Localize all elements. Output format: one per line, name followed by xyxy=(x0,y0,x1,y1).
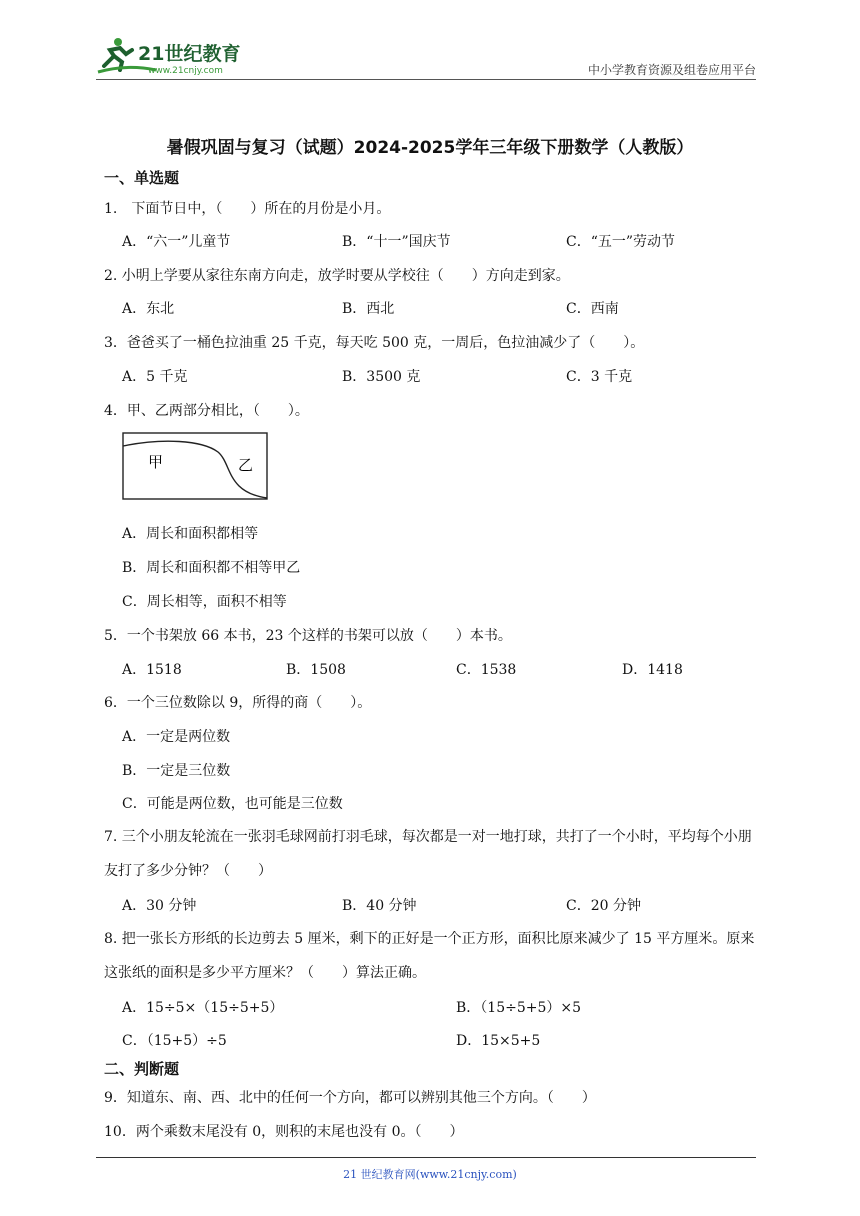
question-3: 3．爸爸买了一桶色拉油重 25 千克，每天吃 500 克，一周后，色拉油减少了（ ）。 xyxy=(104,335,645,351)
question-6: 6．一个三位数除以 9，所得的商（ ）。 xyxy=(104,695,372,711)
question-1: 1. 下面节日中，（ ）所在的月份是小月。 xyxy=(104,201,391,217)
split-rectangle-figure xyxy=(122,432,268,500)
option: C．3 千克 xyxy=(566,369,633,385)
option: B．1508 xyxy=(286,662,346,678)
option: D．15×5+5 xyxy=(456,1033,541,1049)
option: A．30 分钟 xyxy=(122,898,197,914)
question-7: 7. 三个小朋友轮流在一张羽毛球网前打羽毛球，每次都是一对一地打球，共打了一个小时，平均每个小朋友打了多少分钟？（ ） xyxy=(104,829,752,879)
option: A．一定是两位数 xyxy=(122,729,231,745)
section-heading: 一、单选题 xyxy=(104,169,180,187)
question-5: 5．一个书架放 66 本书，23 个这样的书架可以放（ ）本书。 xyxy=(104,628,512,644)
option: B．“十一”国庆节 xyxy=(342,234,451,250)
option: B．（15÷5+5）×5 xyxy=(456,1000,582,1016)
option: A．周长和面积都相等 xyxy=(122,526,259,542)
question-4: 4．甲、乙两部分相比，（ ）。 xyxy=(104,403,309,419)
option: C．1538 xyxy=(456,662,517,678)
option: C．“五一”劳动节 xyxy=(566,234,676,250)
option: A．15÷5×（15÷5+5） xyxy=(122,1000,284,1016)
footer-divider xyxy=(96,1157,756,1158)
option: C．可能是两位数，也可能是三位数 xyxy=(122,796,343,812)
option: C．20 分钟 xyxy=(566,898,641,914)
question-10: 10．两个乘数末尾没有 0，则积的末尾也没有 0。（ ） xyxy=(104,1124,464,1140)
figure-label-left: 甲 xyxy=(148,453,164,471)
logo-url: www.21cnjy.com xyxy=(148,66,223,76)
footer-link[interactable]: 21 世纪教育网(www.21cnjy.com) xyxy=(343,1168,517,1181)
option: C．周长相等，面积不相等 xyxy=(122,594,287,610)
site-logo xyxy=(96,36,256,76)
option: D．1418 xyxy=(622,662,683,678)
question-8: 8. 把一张长方形纸的长边剪去 5 厘米，剩下的正好是一个正方形，面积比原来减少了 15 平方厘米。原来这张纸的面积是多少平方厘米？（ ）算法正确。 xyxy=(104,931,755,981)
option: C．（15+5）÷5 xyxy=(122,1033,227,1049)
option: A．1518 xyxy=(122,662,182,678)
option: B．周长和面积都不相等甲乙 xyxy=(122,560,301,576)
option: B．一定是三位数 xyxy=(122,763,231,779)
header-platform-text: 中小学教育资源及组卷应用平台 xyxy=(587,63,756,77)
figure-label-right: 乙 xyxy=(238,456,254,474)
question-9: 9．知道东、南、西、北中的任何一个方向，都可以辨别其他三个方向。（ ） xyxy=(104,1090,596,1106)
option: B．3500 克 xyxy=(342,369,421,385)
question-2: 2. 小明上学要从家往东南方向走，放学时要从学校往（ ）方向走到家。 xyxy=(104,268,570,284)
option: A．“六一”儿童节 xyxy=(122,234,231,250)
page-title: 暑假巩固与复习（试题）2024-2025学年三年级下册数学（人教版） xyxy=(166,138,694,158)
option: A．东北 xyxy=(122,301,175,317)
option: A．5 千克 xyxy=(122,369,188,385)
option: B．西北 xyxy=(342,301,395,317)
header-divider xyxy=(96,79,756,80)
logo-text: 21世纪教育 xyxy=(138,43,241,65)
option: C．西南 xyxy=(566,301,619,317)
option: B．40 分钟 xyxy=(342,898,417,914)
section-heading: 二、判断题 xyxy=(104,1060,180,1078)
